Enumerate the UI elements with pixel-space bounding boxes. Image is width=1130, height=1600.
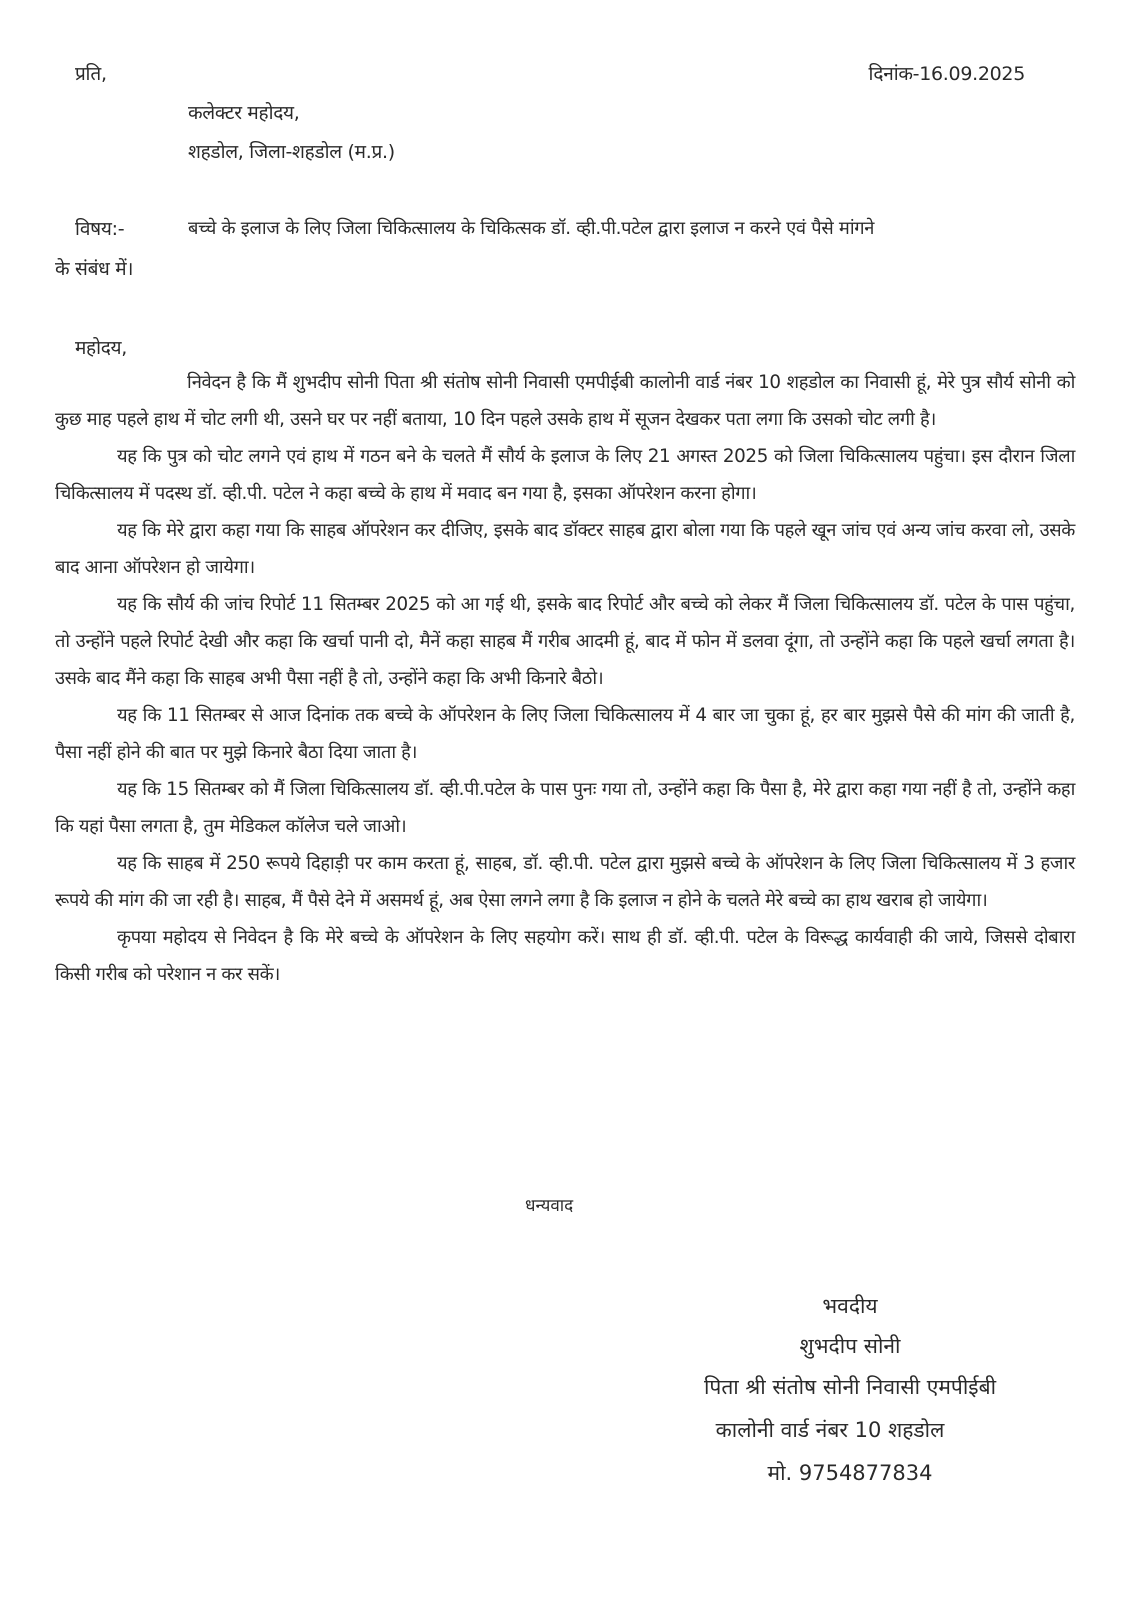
- body-paragraph: यह कि पुत्र को चोट लगने एवं हाथ में गठन बने के चलते मैं सौर्य के इलाज के लिए 21 अगस्त 2025 को जिला चिकित्सालय पहुंचा। इस दौरान जिला चिकित्सालय में पदस्थ डॉ. व्ही.पी. पटेल ने कहा बच्चे के हाथ में मवाद बन गया है, इसका ऑपरेशन करना होगा।: [55, 446, 1075, 504]
- letter-body: [55, 364, 1075, 993]
- body-paragraph: यह कि 15 सितम्बर को मैं जिला चिकित्सालय डॉ. व्ही.पी.पटेल के पास पुनः गया तो, उन्होंने कहा कि पैसा है, मेरे द्वारा कहा गया नहीं है तो, उन्होंने कहा कि यहां पैसा लगता है, तुम मेडिकल कॉलेज चले जाओ।: [55, 779, 1075, 837]
- thanks-text: धन्यवाद: [525, 1196, 574, 1216]
- body-paragraph: यह कि सौर्य की जांच रिपोर्ट 11 सितम्बर 2025 को आ गई थी, इसके बाद रिपोर्ट और बच्चे को लेकर मैं जिला चिकित्सालय डॉ. पटेल के पास पहुंचा, तो उन्होंने पहले रिपोर्ट देखी और कहा कि खर्चा पानी दो, मैनें कहा साहब मैं गरीब आदमी हूं, बाद में फोन में डलवा दूंगा, तो उन्होंने कहा कि पहले खर्चा लगता है। उसके बाद मैंने कहा कि साहब अभी पैसा नहीं है तो, उन्होंने कहा कि अभी किनारे बैठो।: [55, 594, 1075, 689]
- body-paragraph: कृपया महोदय से निवेदन है कि मेरे बच्चे के ऑपरेशन के लिए सहयोग करें। साथ ही डॉ. व्ही.पी. पटेल के विरूद्ध कार्यवाही की जाये, जिससे दोबारा किसी गरीब को परेशान न कर सकें।: [55, 927, 1075, 985]
- to-label: प्रति,: [75, 63, 107, 85]
- signature-name: शुभदीप सोनी: [799, 1334, 901, 1358]
- body-paragraph: यह कि मेरे द्वारा कहा गया कि साहब ऑपरेशन कर दीजिए, इसके बाद डॉक्टर साहब द्वारा बोला गया कि पहले खून जांच एवं अन्य जांच करवा लो, उसके बाद आना ऑपरेशन हो जायेगा।: [55, 520, 1075, 578]
- body-paragraph: यह कि साहब में 250 रूपये दिहाड़ी पर काम करता हूं, साहब, डॉ. व्ही.पी. पटेल द्वारा मुझसे बच्चे के ऑपरेशन के लिए जिला चिकित्सालय में 3 हजार रूपये की मांग की जा रही है। साहब, मैं पैसे देने में असमर्थ हूं, अब ऐसा लगने लगा है कि इलाज न होने के चलते मेरे बच्चे का हाथ खराब हो जायेगा।: [55, 853, 1075, 911]
- signature-closing: भवदीय: [822, 1294, 878, 1318]
- salutation: महोदय,: [75, 337, 128, 359]
- body-paragraph: यह कि 11 सितम्बर से आज दिनांक तक बच्चे के ऑपरेशन के लिए जिला चिकित्सालय में 4 बार जा चुका हूं, हर बार मुझसे पैसे की मांग की जाती है, पैसा नहीं होने की बात पर मुझे किनारे बैठा दिया जाता है।: [55, 705, 1075, 763]
- recipient-address: शहडोल, जिला-शहडोल (म.प्र.): [188, 141, 395, 163]
- body-paragraph: निवेदन है कि मैं शुभदीप सोनी पिता श्री संतोष सोनी निवासी एमपीईबी कालोनी वार्ड नंबर 10 शहडोल का निवासी हूं, मेरे पुत्र सौर्य सोनी को कुछ माह पहले हाथ में चोट लगी थी, उसने घर पर नहीं बताया, 10 दिन पहले उसके हाथ में सूजन देखकर पता लगा कि उसको चोट लगी है।: [55, 372, 1075, 430]
- subject-text-line1: बच्चे के इलाज के लिए जिला चिकित्सालय के चिकित्सक डॉ. व्ही.पी.पटेल द्वारा इलाज न करने एवं पैसे मांगने: [188, 218, 875, 239]
- subject-text-line2: के संबंध में।: [55, 258, 134, 280]
- letter-date: दिनांक-16.09.2025: [868, 63, 1025, 85]
- recipient-title: कलेक्टर महोदय,: [188, 102, 300, 124]
- signature-address-line2: कालोनी वार्ड नंबर 10 शहडोल: [715, 1418, 945, 1442]
- subject-label: विषय:-: [75, 218, 125, 240]
- signature-mobile: मो. 9754877834: [767, 1461, 933, 1485]
- signature-address-line1: पिता श्री संतोष सोनी निवासी एमपीईबी: [703, 1375, 997, 1399]
